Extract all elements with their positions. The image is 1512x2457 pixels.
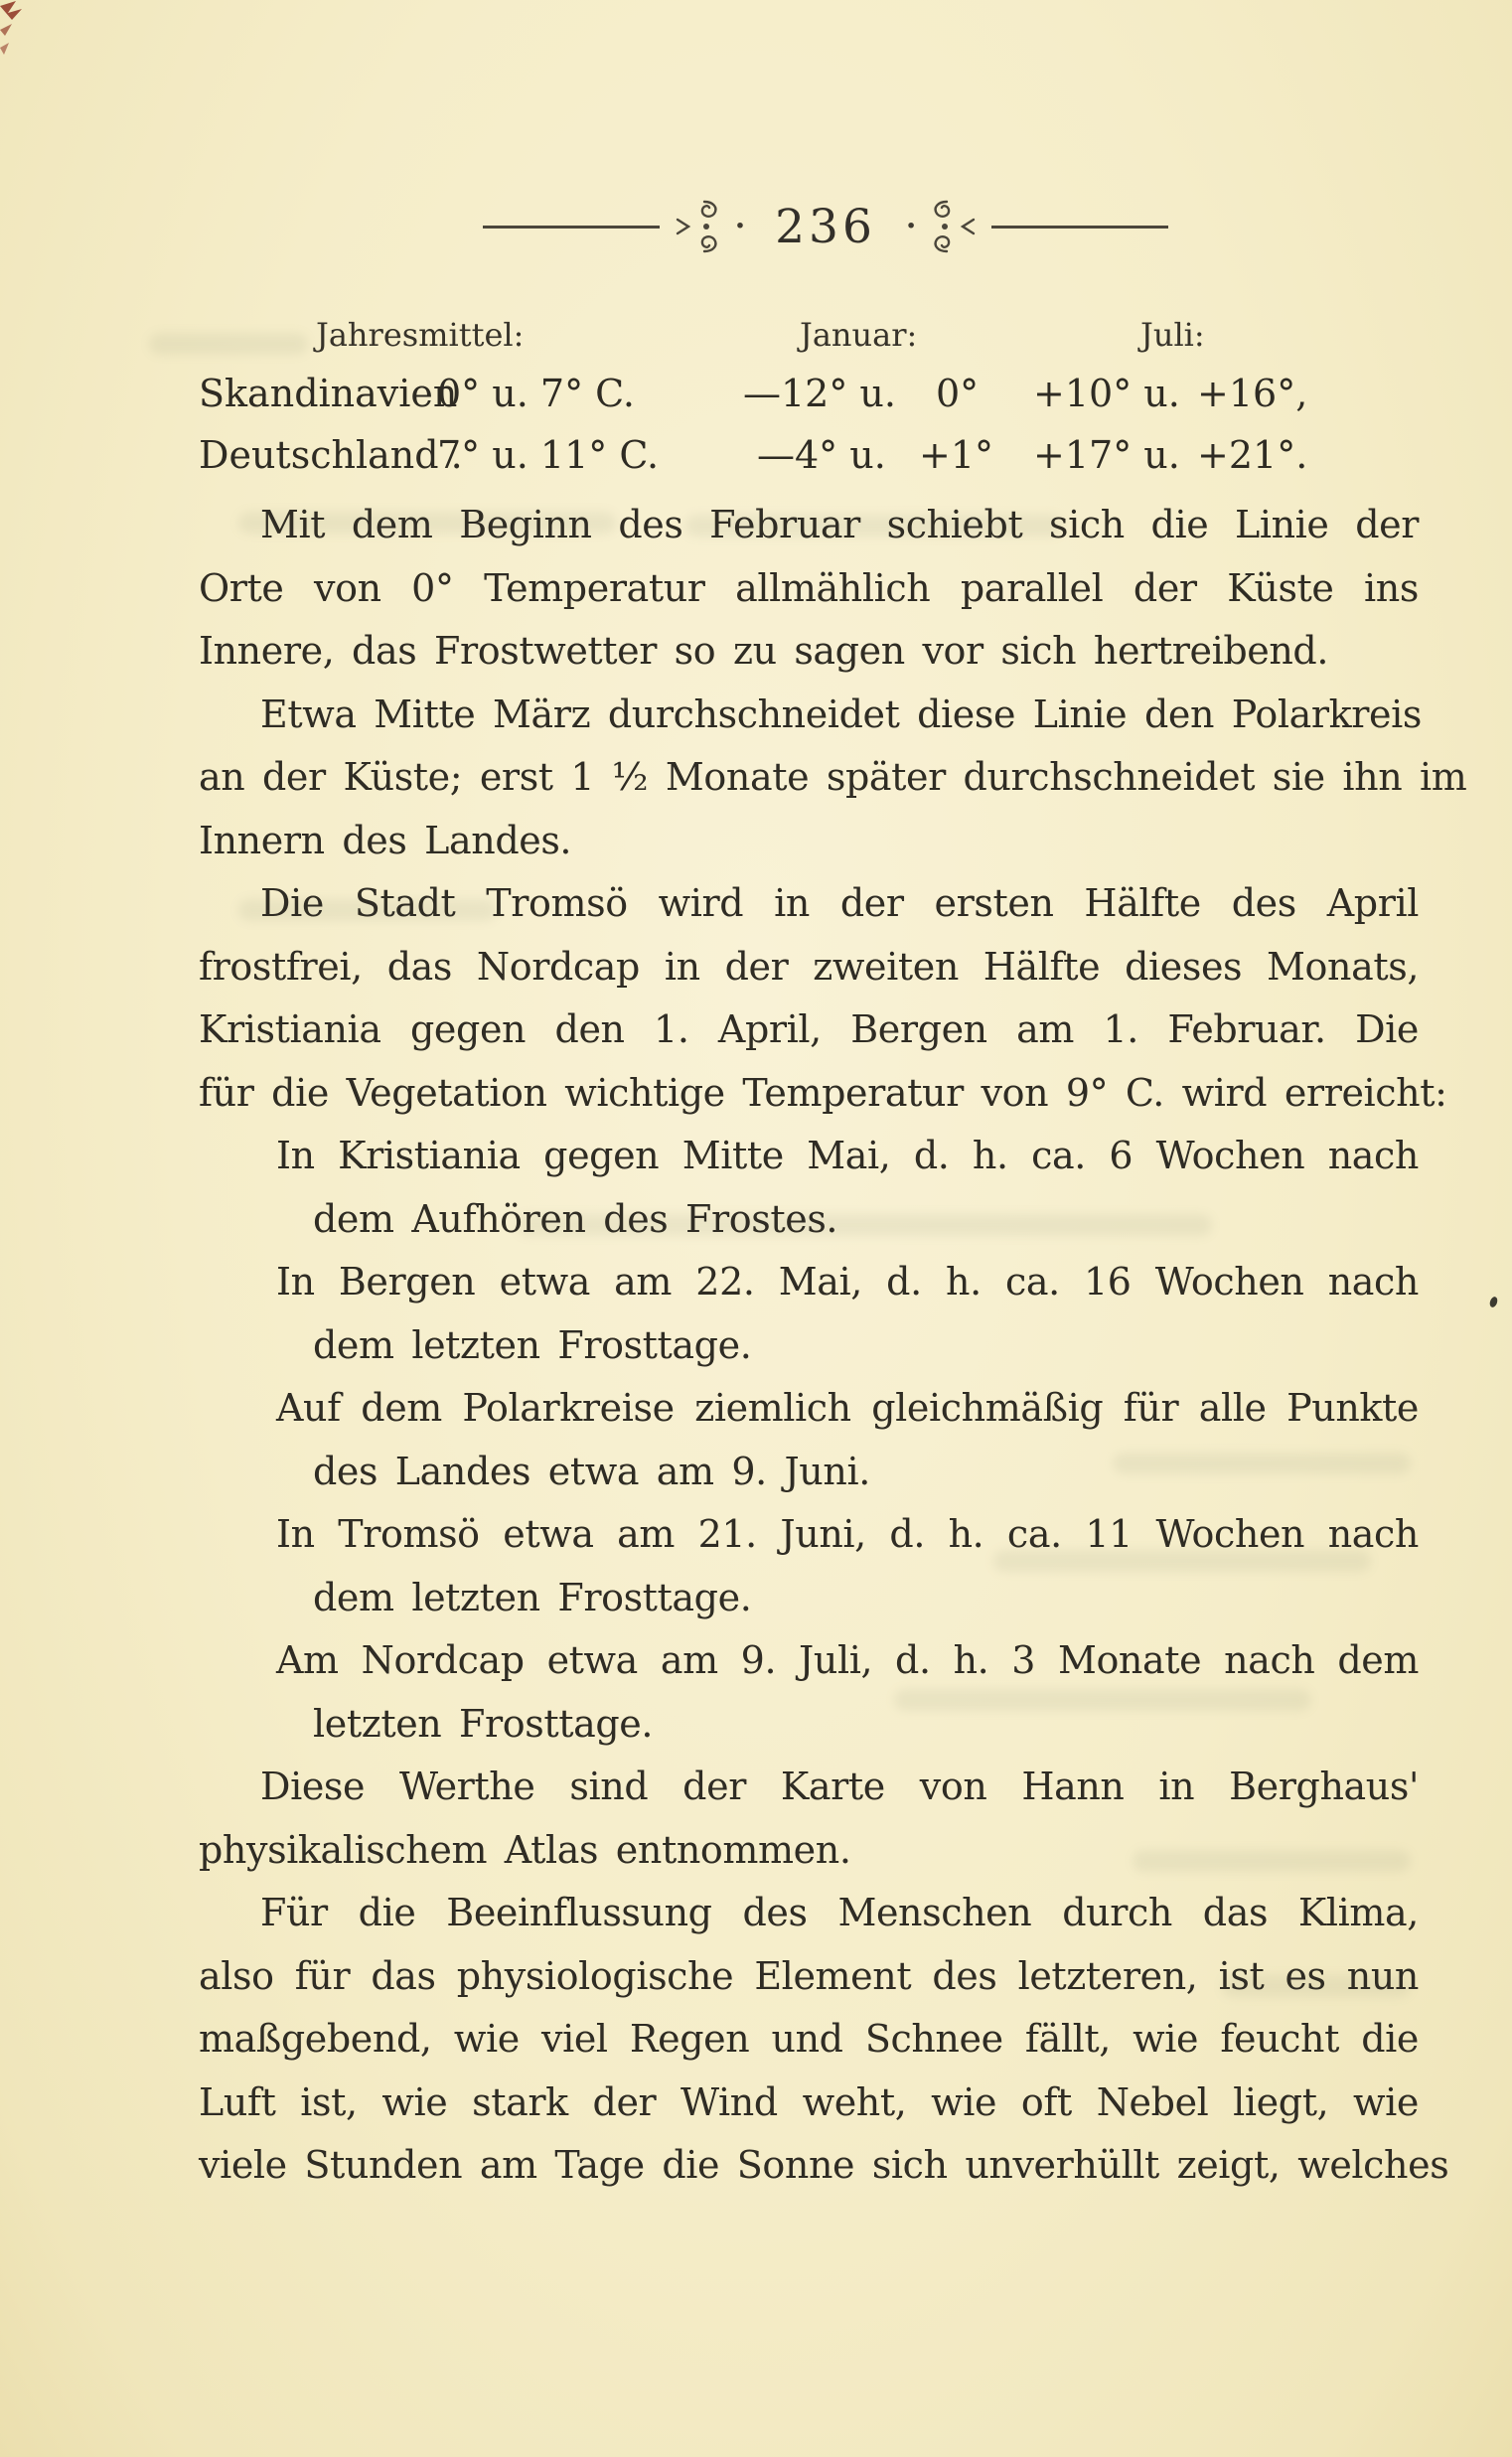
text-line: Diese Werthe sind der Karte von Hann in Berghaus' — [260, 1765, 1419, 1808]
row-januar-high: 0° — [936, 372, 980, 415]
text-line: Orte von 0° Temperatur allmählich parallel der Küste ins — [199, 565, 1419, 610]
text-line: für die Vegetation wichtige Temperatur von 9° C. wird erreicht: — [199, 1070, 1447, 1115]
row-januar-low: —12° u. — [743, 372, 896, 415]
corner-ink-marks — [0, 0, 60, 66]
text-line: Am Nordcap etwa am 9. Juli, d. h. 3 Monate nach dem — [276, 1638, 1419, 1682]
text-line: Kristiania gegen den 1. April, Bergen am 1. Februar. Die — [199, 1007, 1419, 1051]
text-line: viele Stunden am Tage die Sonne sich unverhüllt zeigt, welches — [199, 2143, 1449, 2187]
row-januar-high: +1° — [919, 433, 994, 477]
text-line: also für das physiologische Element des letzteren, ist es nun — [199, 1953, 1419, 1998]
text-line: In Kristiania gegen Mitte Mai, d. h. ca. 6 Wochen nach — [276, 1134, 1419, 1177]
row-jahresmittel: 0° u. 7° C. — [437, 372, 635, 415]
body-text — [199, 494, 1467, 2198]
header-rule-left — [483, 226, 660, 229]
text-line: dem Aufhören des Frostes. — [313, 1196, 838, 1241]
separator-dot: · — [734, 209, 746, 243]
text-line: maßgebend, wie viel Regen und Schnee fällt, wie feucht die — [199, 2017, 1419, 2061]
row-juli-low: +17° u. — [1033, 433, 1180, 477]
text-line: physikalischem Atlas entnommen. — [199, 1827, 851, 1872]
page-header — [70, 199, 1512, 254]
scroll-ornament-icon — [932, 199, 976, 254]
row-name: Skandinavien — [199, 372, 458, 415]
page-number: 236 — [775, 199, 876, 254]
row-name: Deutschland . — [199, 433, 463, 477]
header-rule-right — [991, 226, 1168, 229]
row-juli-high: +21°. — [1197, 433, 1308, 477]
text-line: des Landes etwa am 9. Juni. — [313, 1449, 870, 1493]
row-juli-low: +10° u. — [1033, 372, 1180, 415]
row-januar-low: —4° u. — [757, 433, 886, 477]
text-line: frostfrei, das Nordcap in der zweiten Hälfte dieses Monats, — [199, 944, 1419, 989]
col-header-jahresmittel: Jahresmittel: — [316, 316, 525, 354]
ink-speck — [1488, 1296, 1498, 1308]
text-line: dem letzten Frosttage. — [313, 1322, 752, 1367]
text-line: Mit dem Beginn des Februar schiebt sich die Linie der — [260, 503, 1419, 546]
text-line: an der Küste; erst 1 ½ Monate später durchschneidet sie ihn im — [199, 755, 1467, 799]
col-header-januar: Januar: — [800, 316, 918, 354]
row-jahresmittel: 7° u. 11° C. — [437, 433, 660, 477]
col-header-juli: Juli: — [1140, 316, 1205, 354]
temperature-table — [0, 316, 1512, 495]
scroll-ornament-icon — [676, 199, 719, 254]
text-line: letzten Frosttage. — [313, 1701, 654, 1746]
text-line: Auf dem Polarkreise ziemlich gleichmäßig für alle Punkte — [276, 1386, 1419, 1430]
text-line: Für die Beeinflussung des Menschen durch das Klima, — [260, 1891, 1419, 1934]
text-line: Etwa Mitte März durchschneidet diese Linie den Polarkreis — [260, 691, 1422, 736]
separator-dot: · — [905, 209, 917, 243]
text-line: dem letzten Frosttage. — [313, 1575, 752, 1619]
text-line: Die Stadt Tromsö wird in der ersten Hälfte des April — [260, 881, 1419, 925]
text-line: In Bergen etwa am 22. Mai, d. h. ca. 16 Wochen nach — [276, 1260, 1419, 1304]
text-line: Luft ist, wie stark der Wind weht, wie oft Nebel liegt, wie — [199, 2079, 1419, 2124]
text-line: Innere, das Frostwetter so zu sagen vor sich hertreibend. — [199, 629, 1329, 673]
row-juli-high: +16°, — [1197, 372, 1308, 415]
text-line: In Tromsö etwa am 21. Juni, d. h. ca. 11 Wochen nach — [276, 1512, 1419, 1556]
text-line: Innern des Landes. — [199, 818, 572, 862]
